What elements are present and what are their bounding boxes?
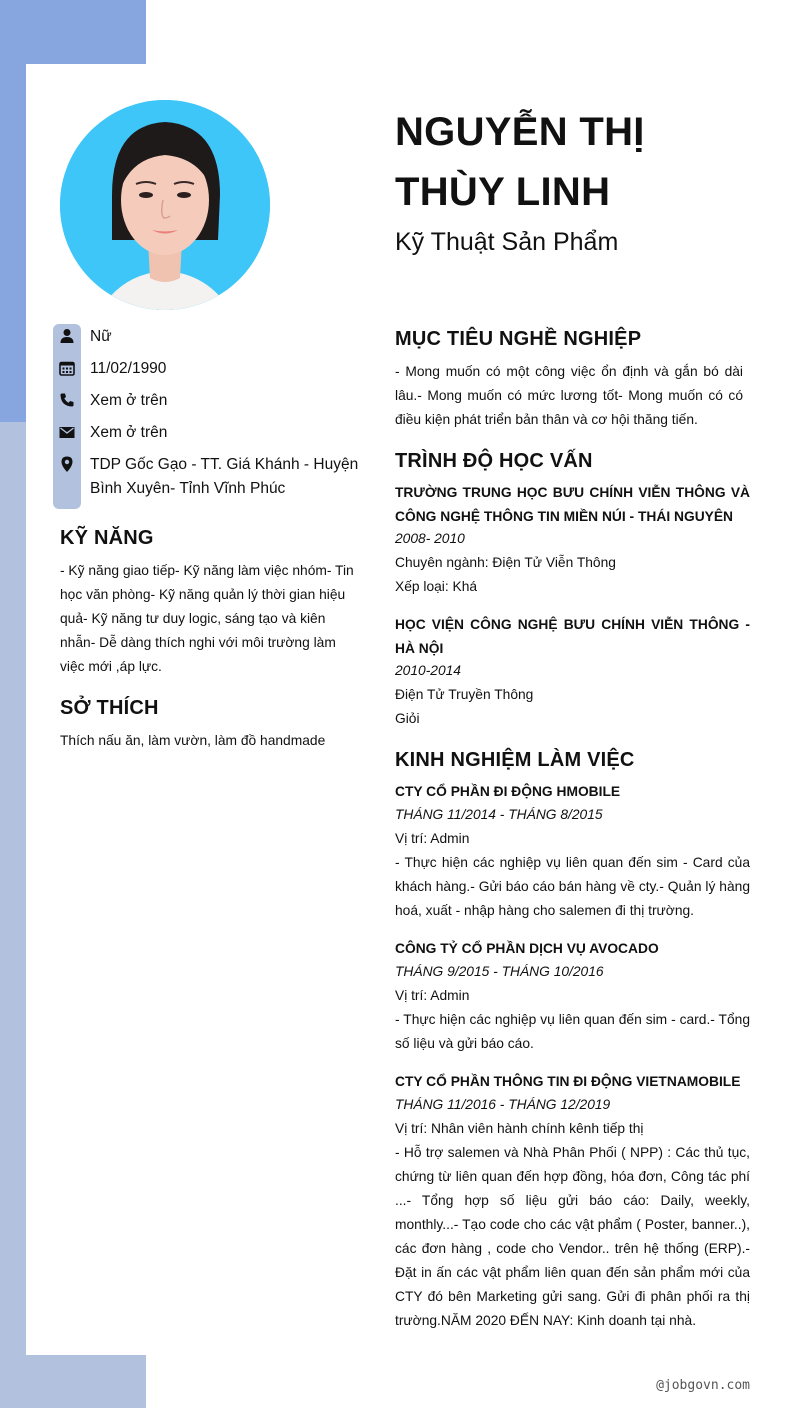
contact-email [54,421,354,445]
location-pin-icon [58,455,76,473]
experience-company: CTY CỔ PHẦN ĐI ĐỘNG HMOBILE [395,784,621,799]
experience-description: - Hỗ trợ salemen và Nhà Phân Phối ( NPP) : Các thủ tục, chứng từ liên quan đến hợp đồng, hóa đơn, Công tác phí ...- Tổng hợp số liệu gửi báo cáo: Daily, weekly, monthly...- Tạo code cho các vật phẩm ( Poster, banner..), các đơn hàng , code cho Vendor.. trên hệ thống (ERP).- Đặt in ấn các vật phẩm liên quan đến sản phẩm mới của CTY đó bên Marketing gửi sang. Gửi đi phân phối ra thị trường.NĂM 2020 ĐẾN NAY: Kinh doanh tại nhà. [395,1145,750,1328]
hobbies-title: SỞ THÍCH [60,697,159,719]
experience-title: KINH NGHIỆM LÀM VIỆC [395,749,635,771]
job-title: Kỹ Thuật Sản Phẩm [395,228,619,256]
experience-description: - Thực hiện các nghiệp vụ liên quan đến sim - Card của khách hàng.- Gửi báo cáo bán hàng về cty.- Quản lý hàng hoá, xuất - nhập hàng cho salemen đi thị trường. [395,855,750,918]
full-name [395,102,755,222]
contact-phone [54,389,354,413]
mail-icon [58,423,76,441]
education-period: 2008- 2010 [395,531,465,546]
hobbies-text: Thích nấu ăn, làm vườn, làm đồ handmade [60,733,326,748]
experience-period: THÁNG 9/2015 - THÁNG 10/2016 [395,964,604,979]
experience-period: THÁNG 11/2014 - THÁNG 8/2015 [395,807,603,822]
name-line-1: NGUYỄN THỊ [395,110,645,154]
experience-period: THÁNG 11/2016 - THÁNG 12/2019 [395,1097,611,1112]
gender-value: Nữ [90,328,112,345]
skills-title: KỸ NĂNG [60,527,154,549]
education-major: Điện Tử Truyền Thông [395,687,534,702]
skills-text: - Kỹ năng giao tiếp- Kỹ năng làm việc nhóm- Tin học văn phòng- Kỹ năng quản lý thời gian hiệu quả- Kỹ năng tư duy logic, sáng tạo và kiên nhẫn- Dễ dàng thích nghi với môi trường làm việc mới ,áp lực. [60,563,354,674]
contact-address [54,453,359,501]
education-title: TRÌNH ĐỘ HỌC VẤN [395,450,593,472]
experience-description: - Thực hiện các nghiệp vụ liên quan đến sim - card.- Tổng số liệu và gửi báo cáo. [395,1012,750,1051]
email-value: Xem ở trên [90,424,168,441]
phone-icon [58,391,76,409]
objective-text: - Mong muốn có một công việc ổn định và gắn bó dài lâu.- Mong muốn có mức lương tốt- Mong muốn có có điều kiện phát triển bản thân và cơ hội thăng tiến. [395,364,743,427]
experience-company: CÔNG TỶ CỔ PHẦN DỊCH VỤ AVOCADO [395,941,659,956]
education-period: 2010-2014 [395,663,461,678]
objective-title: MỤC TIÊU NGHỀ NGHIỆP [395,328,642,350]
avatar [60,100,270,310]
education-major: Chuyên ngành: Điện Tử Viễn Thông [395,555,616,570]
experience-position: Vị trí: Nhân viên hành chính kênh tiếp thị [395,1121,644,1136]
education-school: HỌC VIỆN CÔNG NGHỆ BƯU CHÍNH VIỄN THÔNG - HÀ NỘI [395,617,750,656]
experience-company: CTY CỔ PHẦN THÔNG TIN ĐI ĐỘNG VIETNAMOBILE [395,1074,741,1089]
birthday-value: 11/02/1990 [90,360,167,377]
phone-value: Xem ở trên [90,392,168,409]
contact-gender [54,325,354,349]
experience-position: Vị trí: Admin [395,988,470,1003]
calendar-icon [58,359,76,377]
education-school: TRƯỜNG TRUNG HỌC BƯU CHÍNH VIỄN THÔNG VÀ CÔNG NGHỆ THÔNG TIN MIỀN NÚI - THÁI NGUYÊN [395,485,750,524]
education-grade: Giỏi [395,711,420,726]
contact-birthday [54,357,354,381]
footer-watermark: @jobgovn.com [656,1378,750,1393]
education-grade: Xếp loại: Khá [395,579,478,594]
address-value: TDP Gốc Gạo - TT. Giá Khánh - Huyện Bình Xuyên- Tỉnh Vĩnh Phúc [90,456,359,497]
name-line-2: THÙY LINH [395,170,611,214]
person-icon [58,327,76,345]
experience-position: Vị trí: Admin [395,831,470,846]
